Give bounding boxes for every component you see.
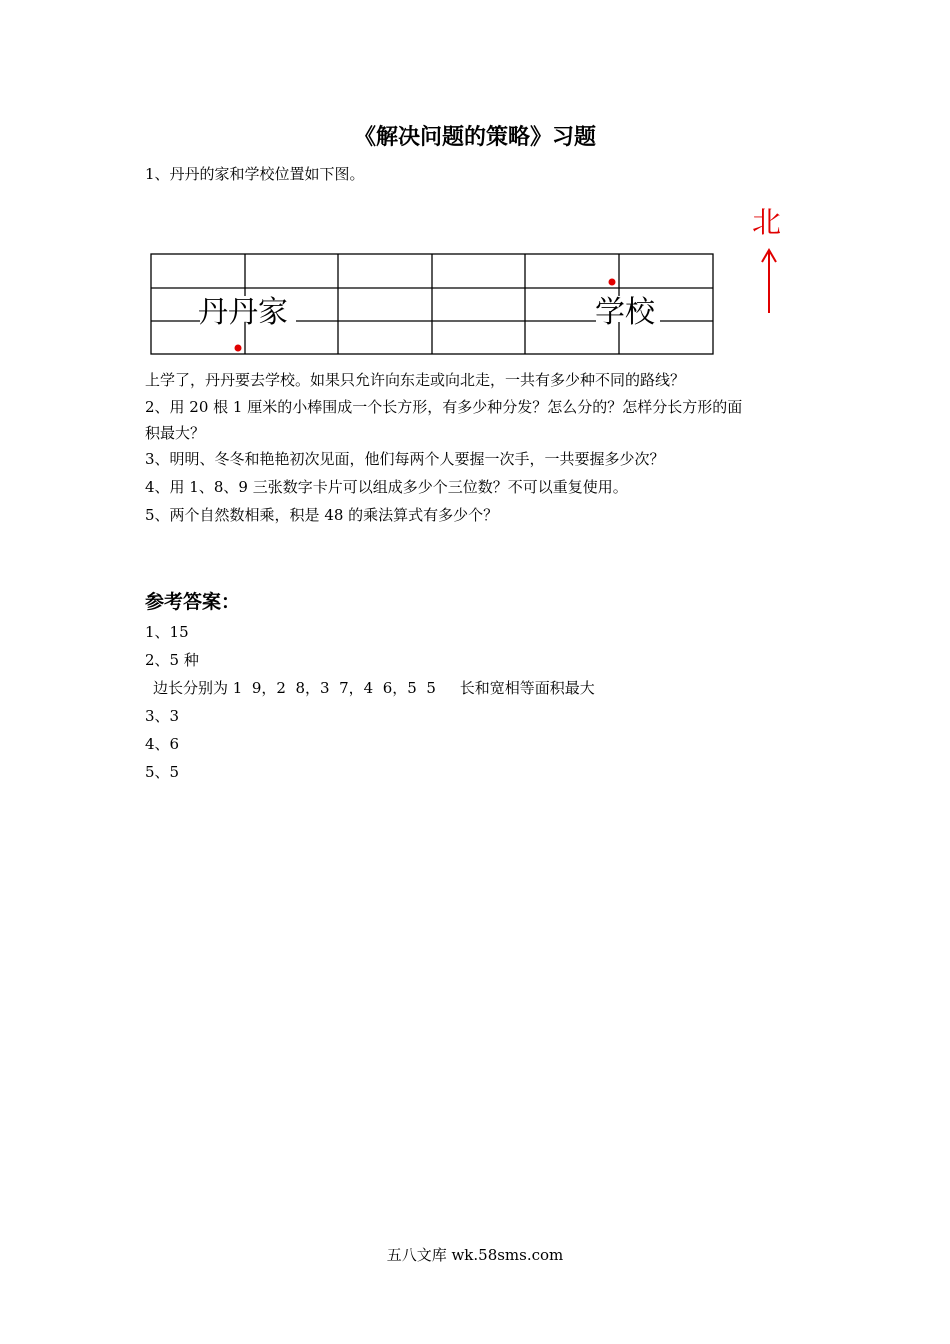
answers-heading: 参考答案： bbox=[145, 591, 241, 613]
question-2-line1: 2、用 20 根 1 厘米的小棒围成一个长方形，有多少种分发？怎么分的？怎样分长方形的面 bbox=[145, 398, 743, 416]
answer-4: 4、6 bbox=[145, 735, 180, 753]
page-title: 《解决问题的策略》习题 bbox=[353, 125, 596, 150]
answer-5: 5、5 bbox=[145, 763, 180, 781]
map-figure bbox=[0, 0, 950, 370]
question-4: 4、用 1、8、9 三张数字卡片可以组成多少个三位数？不可以重复使用。 bbox=[145, 478, 628, 496]
question-2-line2: 积最大？ bbox=[145, 424, 206, 442]
question-3: 3、明明、冬冬和艳艳初次见面，他们每两个人要握一次手，一共要握多少次？ bbox=[145, 450, 665, 468]
home-label: 丹丹家 bbox=[198, 295, 288, 330]
north-label: 北 bbox=[752, 205, 782, 239]
home-dot bbox=[235, 345, 242, 352]
answer-1: 1、15 bbox=[145, 623, 189, 641]
footer-text: 五八文库 wk.58sms.com bbox=[386, 1246, 564, 1264]
question-5: 5、两个自然数相乘，积是 48 的乘法算式有多少个？ bbox=[145, 506, 499, 524]
question-1-text: 上学了，丹丹要去学校。如果只允许向东走或向北走，一共有多少种不同的路线？ bbox=[145, 371, 686, 389]
answer-2: 2、5 种 bbox=[145, 651, 199, 669]
school-label: 学校 bbox=[595, 295, 655, 330]
question-1-intro: 1、丹丹的家和学校位置如下图。 bbox=[145, 165, 365, 183]
north-arrow-icon bbox=[762, 250, 776, 313]
answer-2-detail: 边长分别为 1 9，2 8，3 7，4 6，5 5 长和宽相等面积最大 bbox=[153, 679, 595, 697]
answer-3: 3、3 bbox=[145, 707, 180, 725]
school-dot bbox=[609, 279, 616, 286]
